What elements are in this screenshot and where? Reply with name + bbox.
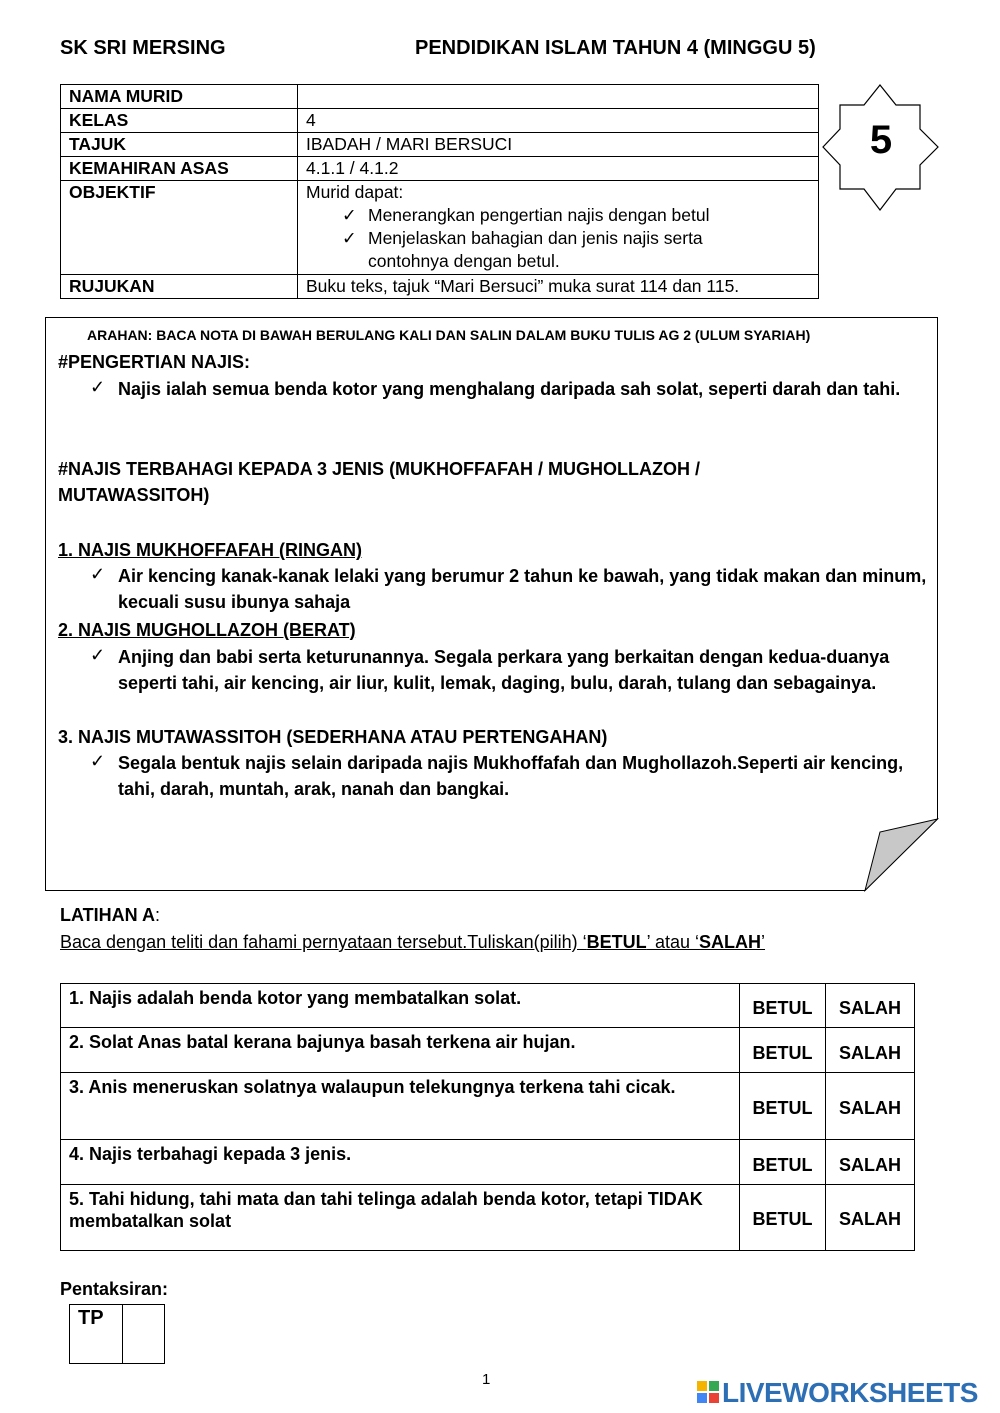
week-badge <box>822 84 940 211</box>
betul-option[interactable]: BETUL <box>740 1140 826 1185</box>
objektif-label: OBJEKTIF <box>61 181 298 275</box>
page-number: 1 <box>482 1371 491 1388</box>
check-icon: ✓ <box>90 751 106 771</box>
check-icon: ✓ <box>90 645 106 665</box>
liveworksheets-logo-icon <box>697 1381 719 1403</box>
kemahiran-label: KEMAHIRAN ASAS <box>61 157 298 181</box>
tajuk-label: TAJUK <box>61 133 298 157</box>
salah-option[interactable]: SALAH <box>826 1073 915 1140</box>
quiz-row <box>61 1140 915 1185</box>
latihan-instruction <box>60 932 765 953</box>
week-number: 5 <box>869 118 893 162</box>
instruction-prefix: Baca dengan teliti dan fahami pernyataan tersebut.Tuliskan(pilih) ‘ <box>60 932 587 952</box>
salah-option[interactable]: SALAH <box>826 1140 915 1185</box>
kelas-value: 4 <box>298 109 819 133</box>
arahan-instruction: ARAHAN: BACA NOTA DI BAWAH BERULANG KALI DAN SALIN DALAM BUKU TULIS AG 2 (ULUM SYARIAH) <box>87 327 811 343</box>
latihan-title: LATIHAN A <box>60 905 155 925</box>
pengertian-title: #PENGERTIAN NAJIS: <box>58 352 251 372</box>
betul-option[interactable]: BETUL <box>740 1185 826 1251</box>
tp-field[interactable] <box>123 1305 165 1364</box>
jenis-3-title: 3. NAJIS MUTAWASSITOH (SEDERHANA ATAU PERTENGAHAN) <box>58 727 608 747</box>
instruction-betul: BETUL <box>586 932 647 952</box>
instruction-salah: SALAH <box>699 932 762 952</box>
objektif-cell <box>298 181 819 275</box>
tp-label: TP <box>70 1305 123 1364</box>
instruction-mid: ’ atau ‘ <box>646 932 700 952</box>
objektif-item: ✓ Menerangkan pengertian najis dengan betul <box>342 204 810 227</box>
latihan-colon: : <box>154 905 160 925</box>
subject-title: PENDIDIKAN ISLAM TAHUN 4 (MINGGU 5) <box>415 37 816 59</box>
salah-option[interactable]: SALAH <box>826 1028 915 1073</box>
latihan-heading <box>60 905 160 926</box>
betul-option[interactable]: BETUL <box>740 1073 826 1140</box>
tp-box <box>69 1304 165 1364</box>
question-text: 1. Najis adalah benda kotor yang membatalkan solat. <box>61 984 740 1028</box>
nama-field[interactable] <box>298 85 819 109</box>
question-text: 5. Tahi hidung, tahi mata dan tahi telinga adalah benda kotor, tetapi TIDAK membatalkan solat <box>61 1185 740 1251</box>
info-table <box>60 84 819 299</box>
jenis-2-text: Anjing dan babi serta keturunannya. Segala perkara yang berkaitan dengan kedua-duanya seperti tahi, air kencing, air liur, kulit, lemak, daging, bulu, darah, tulang dan sebagainya. <box>118 647 890 693</box>
quiz-row <box>61 984 915 1028</box>
school-name: SK SRI MERSING <box>60 37 226 59</box>
kelas-label: KELAS <box>61 109 298 133</box>
betul-option[interactable]: BETUL <box>740 984 826 1028</box>
jenis-3-text: Segala bentuk najis selain daripada najis Mukhoffafah dan Mughollazoh.Seperti air kencing, tahi, darah, muntah, arak, nanah dan bangkai. <box>118 753 904 799</box>
quiz-row <box>61 1073 915 1140</box>
question-text: 4. Najis terbahagi kepada 3 jenis. <box>61 1140 740 1185</box>
objektif-list <box>306 204 810 273</box>
jenis-1-title: 1. NAJIS MUKHOFFAFAH (RINGAN) <box>58 540 363 560</box>
quiz-row <box>61 1185 915 1251</box>
jenis-2-title: 2. NAJIS MUGHOLLAZOH (BERAT) <box>58 620 356 640</box>
objektif-intro: Murid dapat: <box>306 182 404 202</box>
tajuk-value: IBADAH / MARI BERSUCI <box>298 133 819 157</box>
kemahiran-value: 4.1.1 / 4.1.2 <box>298 157 819 181</box>
betul-option[interactable]: BETUL <box>740 1028 826 1073</box>
pengertian-text: Najis ialah semua benda kotor yang menghalang daripada sah solat, seperti darah dan tahi. <box>118 379 901 399</box>
jenis-1-text: Air kencing kanak-kanak lelaki yang berumur 2 tahun ke bawah, yang tidak makan dan minum, kecuali susu ibunya sahaja <box>118 566 927 612</box>
question-text: 2. Solat Anas batal kerana bajunya basah terkena air hujan. <box>61 1028 740 1073</box>
pentaksiran-label: Pentaksiran: <box>60 1279 169 1299</box>
quiz-table <box>60 983 915 1251</box>
rujukan-value: Buku teks, tajuk “Mari Bersuci” muka surat 114 dan 115. <box>298 275 819 299</box>
quiz-row <box>61 1028 915 1073</box>
check-icon: ✓ <box>90 564 106 584</box>
check-icon: ✓ <box>90 377 106 397</box>
rujukan-label: RUJUKAN <box>61 275 298 299</box>
salah-option[interactable]: SALAH <box>826 1185 915 1251</box>
jenis-title: #NAJIS TERBAHAGI KEPADA 3 JENIS (MUKHOFFAFAH / MUGHOLLAZOH / MUTAWASSITOH) <box>58 459 701 505</box>
question-text: 3. Anis meneruskan solatnya walaupun telekungnya terkena tahi cicak. <box>61 1073 740 1140</box>
liveworksheets-brand[interactable]: LIVEWORKSHEETS <box>722 1377 978 1408</box>
objektif-item: ✓ Menjelaskan bahagian dan jenis najis serta contohnya dengan betul. <box>342 227 758 273</box>
nama-label: NAMA MURID <box>61 85 298 109</box>
salah-option[interactable]: SALAH <box>826 984 915 1028</box>
instruction-suffix: ’ <box>761 932 766 952</box>
